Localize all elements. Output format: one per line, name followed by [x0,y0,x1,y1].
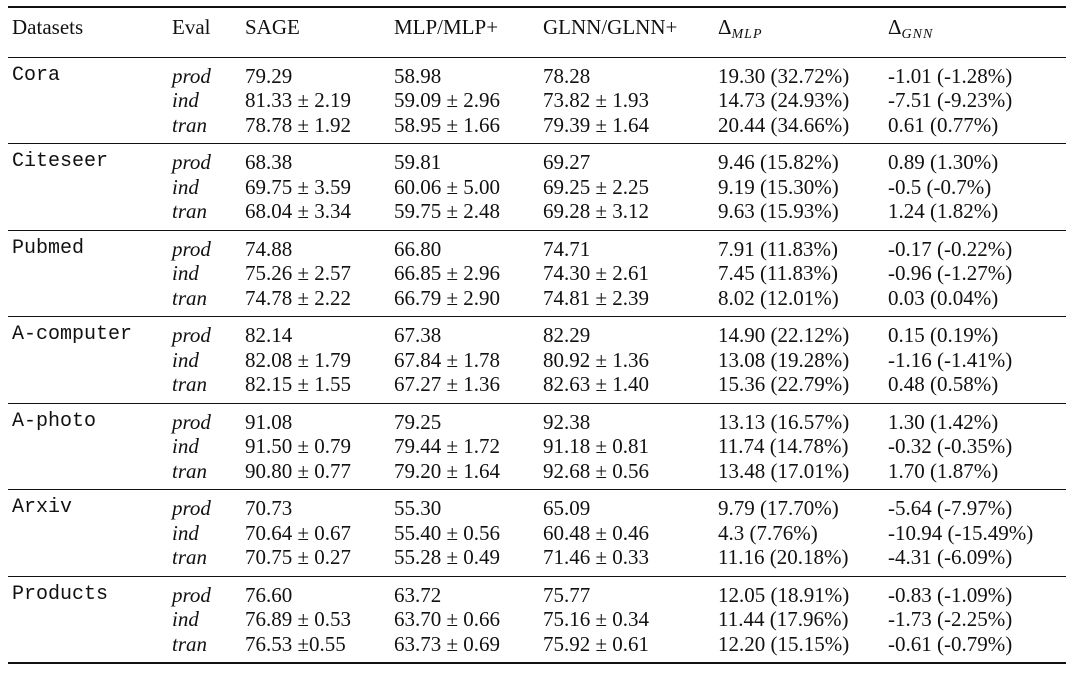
cell-d-gnn: 0.48 (0.58%) [888,372,999,396]
cell-d-mlp: 9.79 (17.70%) [718,496,839,520]
cell-glnn: 69.27 [543,150,591,174]
cell-d-gnn: -5.64 (-7.97%) [888,496,1013,520]
cell-glnn: 91.18 ± 0.81 [543,434,650,458]
table-row [8,175,1066,200]
dataset-name: Arxiv [12,496,73,519]
cell-d-gnn: 1.24 (1.82%) [888,199,999,223]
cell-mlp: 55.40 ± 0.56 [394,520,501,545]
cell-d-mlp: 8.02 (12.01%) [718,285,839,310]
cell-sage: 82.14 [245,323,293,347]
delta-subscript: GNN [901,27,934,42]
cell-sage: 75.26 ± 2.57 [245,261,352,285]
cell-mlp: 79.44 ± 1.72 [394,434,501,458]
cell-d-gnn: -0.32 (-0.35%) [888,434,1013,458]
cell-d-mlp: 13.08 (19.28%) [718,347,850,372]
dataset-cell [8,434,168,459]
cell-d-mlp: 7.45 (11.83%) [718,261,838,285]
dataset-cell [8,372,168,403]
table-row [8,459,1066,490]
cell-d-mlp: 13.13 (16.57%) [718,409,850,434]
dataset-cell [8,545,168,576]
eval-setting: ind [172,347,199,372]
dataset-cell [8,199,168,230]
header-row [8,7,1066,57]
cell-sage: 76.60 [245,582,293,607]
cell-d-mlp: 11.44 (17.96%) [718,607,849,631]
table-body [8,57,1066,663]
table-row [8,403,1066,434]
cell-mlp: 63.72 [394,582,442,607]
eval-setting: ind [172,88,199,112]
cell-d-gnn: -1.01 (-1.28%) [888,63,1013,88]
table-row [8,144,1066,175]
header-glnn: GLNN/GLNN+ [543,15,678,39]
dataset-cell [8,521,168,546]
dataset-cell [8,459,168,490]
eval-setting: tran [172,285,208,310]
eval-setting: prod [172,582,211,607]
eval-setting: tran [172,458,208,483]
eval-setting: tran [172,199,208,223]
results-table [8,6,1066,664]
cell-d-mlp: 12.05 (18.91%) [718,582,850,607]
cell-mlp: 67.84 ± 1.78 [394,347,501,372]
cell-glnn: 74.81 ± 2.39 [543,285,650,310]
cell-sage: 70.75 ± 0.27 [245,545,352,569]
cell-d-mlp: 12.20 (15.15%) [718,631,850,656]
cell-d-gnn: -1.73 (-2.25%) [888,607,1013,631]
cell-sage: 90.80 ± 0.77 [245,458,352,483]
cell-sage: 68.04 ± 3.34 [245,199,352,223]
cell-sage: 91.50 ± 0.79 [245,434,352,458]
cell-sage: 76.89 ± 0.53 [245,607,352,631]
cell-sage: 81.33 ± 2.19 [245,88,352,112]
table-row [8,372,1066,403]
dataset-cell [8,348,168,373]
cell-sage: 79.29 [245,63,293,88]
cell-glnn: 78.28 [543,63,591,88]
header-mlp: MLP/MLP+ [394,15,499,39]
dataset-cell [8,261,168,286]
dataset-name: Pubmed [12,236,85,260]
cell-mlp: 58.98 [394,63,442,88]
cell-d-gnn: -7.51 (-9.23%) [888,88,1013,112]
dataset-cell [8,632,168,664]
dataset-name: Products [12,582,109,606]
cell-mlp: 55.28 ± 0.49 [394,545,501,569]
cell-mlp: 60.06 ± 5.00 [394,174,501,199]
cell-d-gnn: 0.03 (0.04%) [888,285,999,310]
dataset-name: A-photo [12,409,97,433]
cell-d-mlp: 20.44 (34.66%) [718,112,850,137]
header-delta-gnn [884,7,1066,57]
cell-mlp: 79.25 [394,409,442,434]
cell-glnn: 74.30 ± 2.61 [543,261,650,285]
cell-mlp: 79.20 ± 1.64 [394,458,501,483]
header-sage: SAGE [245,15,300,39]
table-row [8,113,1066,144]
table-row [8,607,1066,632]
cell-mlp: 63.73 ± 0.69 [394,631,501,656]
cell-d-gnn: -0.61 (-0.79%) [888,631,1013,656]
cell-mlp: 67.38 [394,323,442,347]
cell-d-mlp: 13.48 (17.01%) [718,458,850,483]
cell-glnn: 74.71 [543,236,591,261]
header-delta-mlp [714,7,884,57]
cell-glnn: 60.48 ± 0.46 [543,520,650,545]
cell-d-mlp: 11.74 (14.78%) [718,434,849,458]
cell-d-gnn: 0.15 (0.19%) [888,323,999,347]
eval-setting: tran [172,631,208,656]
cell-sage: 82.08 ± 1.79 [245,347,352,372]
cell-glnn: 65.09 [543,496,591,520]
dataset-cell [8,113,168,144]
table-row [8,576,1066,607]
cell-glnn: 80.92 ± 1.36 [543,347,650,372]
cell-sage: 70.73 [245,496,293,520]
cell-glnn: 82.29 [543,323,591,347]
delta-subscript: MLP [731,27,763,42]
cell-sage: 91.08 [245,409,293,434]
cell-sage: 82.15 ± 1.55 [245,372,352,396]
cell-glnn: 92.38 [543,409,591,434]
cell-d-gnn: 1.70 (1.87%) [888,458,999,483]
dataset-cell [8,175,168,200]
cell-d-mlp: 14.90 (22.12%) [718,323,850,347]
eval-setting: prod [172,236,211,261]
delta-symbol: Δ [718,15,732,39]
dataset-name: Citeseer [12,150,109,173]
table-row [8,632,1066,664]
cell-sage: 68.38 [245,150,293,174]
cell-glnn: 69.28 ± 3.12 [543,199,650,223]
cell-mlp: 66.85 ± 2.96 [394,261,501,285]
table-row [8,490,1066,521]
table-row [8,434,1066,459]
dataset-cell [8,607,168,632]
cell-d-mlp: 9.46 (15.82%) [718,150,839,174]
cell-d-gnn: -0.5 (-0.7%) [888,174,992,199]
cell-d-gnn: -0.96 (-1.27%) [888,261,1013,285]
cell-d-mlp: 7.91 (11.83%) [718,236,838,261]
cell-d-mlp: 19.30 (32.72%) [718,63,850,88]
header-datasets: Datasets [12,15,84,39]
delta-symbol: Δ [888,15,902,39]
cell-sage: 76.53 ±0.55 [245,631,346,656]
dataset-cell [8,286,168,317]
table-row [8,348,1066,373]
cell-d-gnn: -1.16 (-1.41%) [888,347,1013,372]
table-row [8,57,1066,88]
eval-setting: ind [172,261,199,285]
cell-mlp: 66.80 [394,236,442,261]
cell-sage: 78.78 ± 1.92 [245,112,352,137]
cell-d-mlp: 9.19 (15.30%) [718,174,839,199]
table-row [8,317,1066,348]
cell-sage: 74.88 [245,236,293,261]
cell-d-gnn: -10.94 (-15.49%) [888,520,1034,545]
cell-d-mlp: 11.16 (20.18%) [718,545,849,569]
eval-setting: ind [172,520,199,545]
cell-glnn: 69.25 ± 2.25 [543,174,650,199]
cell-mlp: 59.81 [394,150,442,174]
dataset-name: Cora [12,63,61,87]
table-row [8,199,1066,230]
table-row [8,545,1066,576]
cell-glnn: 79.39 ± 1.64 [543,112,650,137]
cell-d-gnn: 1.30 (1.42%) [888,409,999,434]
eval-setting: tran [172,112,208,137]
cell-glnn: 92.68 ± 0.56 [543,458,650,483]
eval-setting: ind [172,607,199,631]
eval-setting: prod [172,323,211,347]
cell-d-gnn: 0.61 (0.77%) [888,112,999,137]
eval-setting: prod [172,150,211,174]
cell-d-mlp: 9.63 (15.93%) [718,199,839,223]
cell-mlp: 63.70 ± 0.66 [394,607,501,631]
cell-mlp: 59.09 ± 2.96 [394,88,501,112]
cell-d-gnn: -4.31 (-6.09%) [888,545,1013,569]
eval-setting: prod [172,63,211,88]
eval-setting: ind [172,174,199,199]
cell-glnn: 75.77 [543,582,591,607]
cell-mlp: 58.95 ± 1.66 [394,112,501,137]
cell-sage: 74.78 ± 2.22 [245,285,352,310]
cell-d-mlp: 4.3 (7.76%) [718,520,818,545]
dataset-name: A-computer [12,323,133,346]
cell-d-gnn: -0.83 (-1.09%) [888,582,1013,607]
eval-setting: ind [172,434,199,458]
header-eval: Eval [172,15,211,39]
cell-glnn: 71.46 ± 0.33 [543,545,650,569]
table-row [8,261,1066,286]
cell-mlp: 66.79 ± 2.90 [394,285,501,310]
cell-glnn: 75.16 ± 0.34 [543,607,650,631]
cell-sage: 69.75 ± 3.59 [245,174,352,199]
eval-setting: prod [172,496,211,520]
cell-mlp: 55.30 [394,496,442,520]
cell-d-gnn: 0.89 (1.30%) [888,150,999,174]
cell-glnn: 75.92 ± 0.61 [543,631,650,656]
cell-glnn: 73.82 ± 1.93 [543,88,650,112]
table-row [8,521,1066,546]
cell-sage: 70.64 ± 0.67 [245,520,352,545]
table-row [8,230,1066,261]
table-row [8,286,1066,317]
dataset-cell [8,88,168,113]
cell-glnn: 82.63 ± 1.40 [543,372,650,396]
cell-mlp: 59.75 ± 2.48 [394,199,501,223]
cell-d-gnn: -0.17 (-0.22%) [888,236,1013,261]
eval-setting: tran [172,545,208,569]
eval-setting: prod [172,409,211,434]
cell-mlp: 67.27 ± 1.36 [394,372,501,396]
table-row [8,88,1066,113]
cell-d-mlp: 14.73 (24.93%) [718,88,850,112]
eval-setting: tran [172,372,208,396]
cell-d-mlp: 15.36 (22.79%) [718,372,850,396]
